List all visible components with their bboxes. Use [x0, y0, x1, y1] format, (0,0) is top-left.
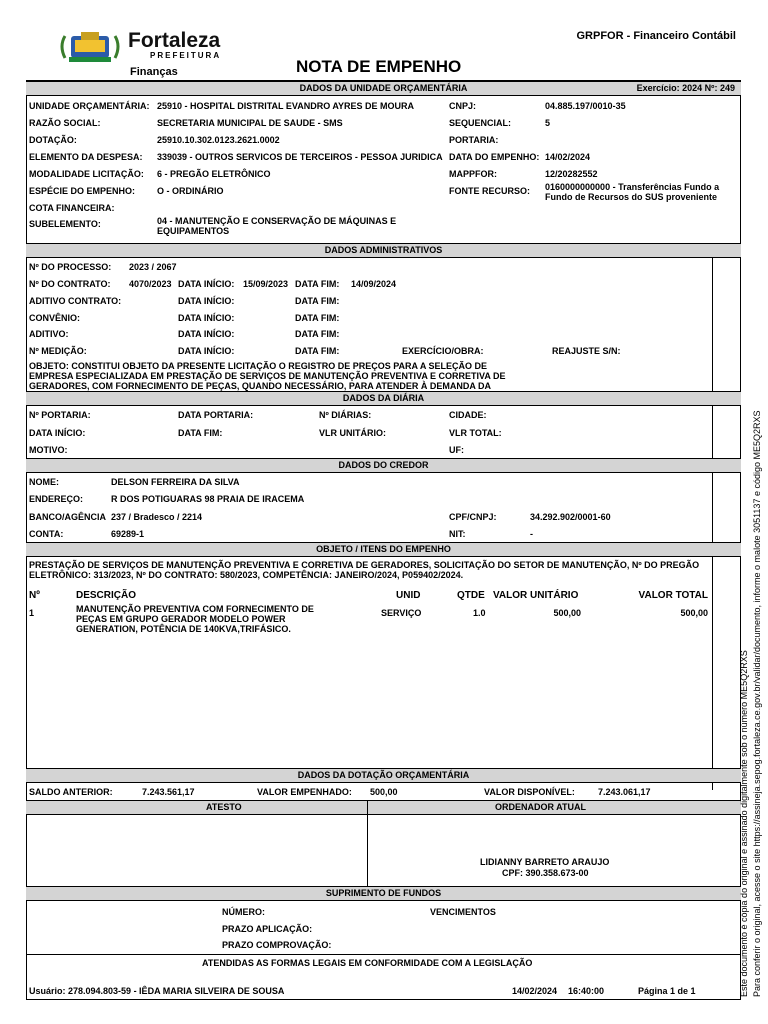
credor-banco-value: 237 / Bradesco / 2214: [111, 512, 203, 522]
aditivo-contrato-label: ADITIVO CONTRATO:: [29, 296, 122, 306]
reajuste-label: REAJUSTE S/N:: [552, 346, 621, 356]
dotacao-label: DOTAÇÃO:: [29, 135, 77, 145]
section-admin: DADOS ADMINISTRATIVOS: [26, 243, 741, 258]
empenhado-label: VALOR EMPENHADO:: [257, 787, 352, 797]
aditivo-fim-label: DATA FIM:: [295, 329, 340, 339]
footer-pagina: Página 1 de 1: [638, 986, 696, 996]
disponivel-label: VALOR DISPONÍVEL:: [484, 787, 575, 797]
contrato-inicio-label: DATA INÍCIO:: [178, 279, 235, 289]
admin-objeto: OBJETO: CONSTITUI OBJETO DA PRESENTE LICITAÇÃO O REGISTRO DE PREÇOS PARA A SELEÇÃO DE EMPRESA ESPECIALIZADA EM PRESTAÇÃO DE SERVIÇOS DE MANUTENÇÃO PREVENTIVA E CORRETIVA DE GERADORES, COM FORNECIMENTO DE PEÇAS, QUANDO NECESSÁRIO, PARA ATENDER À DEMANDA DA: [29, 361, 506, 391]
item-qtde: 1.0: [473, 608, 486, 618]
especie-label: ESPÉCIE DO EMPENHO:: [29, 186, 136, 196]
suprimento-vencimentos-label: VENCIMENTOS: [430, 907, 496, 917]
processo-value: 2023 / 2067: [129, 262, 177, 272]
unidade-value: 25910 - HOSPITAL DISTRITAL EVANDRO AYRES DE MOURA: [157, 101, 415, 111]
credor-nome-value: DELSON FERREIRA DA SILVA: [111, 477, 240, 487]
processo-label: Nº DO PROCESSO:: [29, 262, 112, 272]
saldo-value: 7.243.561,17: [142, 787, 195, 797]
section-diaria: DADOS DA DIÁRIA: [26, 391, 741, 406]
col-desc: DESCRIÇÃO: [76, 590, 137, 601]
mappfor-label: MAPPFOR:: [449, 169, 497, 179]
ordenador-nome: LIDIANNY BARRETO ARAUJO: [480, 857, 610, 867]
credor-banco-label: BANCO/AGÊNCIA: [29, 512, 107, 522]
city-seal: [55, 28, 125, 64]
col-vunit: VALOR UNITÁRIO: [493, 590, 579, 601]
seq-label: SEQUENCIAL:: [449, 118, 512, 128]
fonte-value: 0160000000000 - Transferências Fundo a Fundo de Recursos do SUS proveniente: [545, 182, 720, 202]
razao-value: SECRETARIA MUNICIPAL DE SAUDE - SMS: [157, 118, 343, 128]
item-unid: SERVIÇO: [381, 608, 422, 618]
disponivel-value: 7.243.061,17: [598, 787, 651, 797]
ordenador-cpf: CPF: 390.358.673-00: [502, 868, 589, 878]
objeto-text: PRESTAÇÃO DE SERVIÇOS DE MANUTENÇÃO PREVENTIVA E CORRETIVA DE GERADORES, SOLICITAÇÃO DO SETOR DE MANUTENÇÃO, Nº DO PREGÃO ELETRÔNICO: 313/2023, Nº DO CONTRATO: 580/2023, COMPETÊNCIA: JANEIRO/2024, P059402/2024.: [29, 560, 700, 580]
item-n: 1: [29, 608, 35, 618]
ordenador-label: ORDENADOR ATUAL: [495, 802, 586, 812]
col-qtde: QTDE: [457, 590, 485, 601]
section-atesto: [26, 800, 741, 815]
side-validation-line2: Para conferir o original, acesse o site https://assineja.sepog.fortaleza.ce.gov.br/validar/documento, informe o malote 3051137 e código ME5Q2RXS: [752, 410, 762, 997]
logo-dept: Finanças: [130, 66, 178, 78]
credor-nome-label: NOME:: [29, 477, 59, 487]
section-unidade: DADOS DA UNIDADE ORÇAMENTÁRIA Exercício: 2024 Nº: 249: [26, 81, 741, 96]
suprimento-prazo-comprovacao-label: PRAZO COMPROVAÇÃO:: [222, 940, 332, 950]
item-vtotal: 500,00: [680, 608, 708, 618]
cnpj-label: CNPJ:: [449, 101, 477, 111]
suprimento-numero-label: NÚMERO:: [222, 907, 265, 917]
diaria-cidade-label: CIDADE:: [449, 410, 487, 420]
contrato-label: Nº DO CONTRATO:: [29, 279, 111, 289]
unidade-label: UNIDADE ORÇAMENTÁRIA:: [29, 101, 150, 111]
contrato-value: 4070/2023: [129, 279, 172, 289]
razao-label: RAZÃO SOCIAL:: [29, 118, 101, 128]
diaria-diarias-label: Nº DIÁRIAS:: [319, 410, 372, 420]
side-validation-line1: Este documento é cópia do original e assinado digitalmente sob o número ME5Q2RXS: [739, 650, 749, 997]
atesto-label: ATESTO: [206, 802, 242, 812]
item-vunit: 500,00: [553, 608, 581, 618]
col-unid: UNID: [396, 590, 421, 601]
logo-title: Fortaleza: [128, 29, 221, 52]
seq-value: 5: [545, 118, 551, 128]
page-title: NOTA DE EMPENHO: [296, 57, 462, 76]
subelemento-label: SUBELEMENTO:: [29, 219, 101, 229]
exercicio: Exercício: 2024 Nº: 249: [636, 83, 735, 93]
contrato-inicio-value: 15/09/2023: [243, 279, 289, 289]
diaria-uf-label: UF:: [449, 445, 464, 455]
footer-rule: [26, 954, 741, 955]
credor-endereco-label: ENDEREÇO:: [29, 494, 84, 504]
suprimento-prazo-aplicacao-label: PRAZO APLICAÇÃO:: [222, 924, 313, 934]
diaria-inicio-label: DATA INÍCIO:: [29, 428, 86, 438]
elemento-label: ELEMENTO DA DESPESA:: [29, 152, 143, 162]
diaria-vlr-unit-label: VLR UNITÁRIO:: [319, 428, 386, 438]
credor-cpf-value: 34.292.902/0001-60: [530, 512, 611, 522]
item-desc: MANUTENÇÃO PREVENTIVA COM FORNECIMENTO DE PEÇAS EM GRUPO GERADOR MODELO POWER GENERATION, POTÊNCIA DE 140KVA,TRIFÁSICO.: [76, 604, 314, 634]
credor-conta-label: CONTA:: [29, 529, 64, 539]
aditivo-contrato-inicio-label: DATA INÍCIO:: [178, 296, 235, 306]
diaria-motivo-label: MOTIVO:: [29, 445, 68, 455]
medicao-label: Nº MEDIÇÃO:: [29, 346, 87, 356]
section-objeto: OBJETO / ITENS DO EMPENHO: [26, 542, 741, 557]
modalidade-value: 6 - PREGÃO ELETRÔNICO: [157, 169, 271, 179]
exercicio-obra-label: EXERCÍCIO/OBRA:: [402, 346, 484, 356]
diaria-vlr-total-label: VLR TOTAL:: [449, 428, 502, 438]
convenio-inicio-label: DATA INÍCIO:: [178, 313, 235, 323]
system-name: GRPFOR - Financeiro Contábil: [576, 30, 736, 42]
aditivo-contrato-fim-label: DATA FIM:: [295, 296, 340, 306]
modalidade-label: MODALIDADE LICITAÇÃO:: [29, 169, 144, 179]
cnpj-value: 04.885.197/0010-35: [545, 101, 626, 111]
section-suprimento: SUPRIMENTO DE FUNDOS: [26, 886, 741, 901]
mappfor-value: 12/20282552: [545, 169, 598, 179]
empenhado-value: 500,00: [370, 787, 398, 797]
credor-nit-value: -: [530, 529, 533, 539]
col-vtotal: VALOR TOTAL: [638, 590, 708, 601]
cota-label: COTA FINANCEIRA:: [29, 203, 115, 213]
credor-endereco-value: R DOS POTIGUARAS 98 PRAIA DE IRACEMA: [111, 494, 305, 504]
section-dotacao: DADOS DA DOTAÇÃO ORÇAMENTÁRIA: [26, 768, 741, 783]
contrato-fim-label: DATA FIM:: [295, 279, 340, 289]
portaria-label: PORTARIA:: [449, 135, 499, 145]
data-empenho-value: 14/02/2024: [545, 152, 591, 162]
data-empenho-label: DATA DO EMPENHO:: [449, 152, 540, 162]
aditivo-label: ADITIVO:: [29, 329, 69, 339]
diaria-data-portaria-label: DATA PORTARIA:: [178, 410, 254, 420]
fonte-label: FONTE RECURSO:: [449, 186, 530, 196]
legal-notice: ATENDIDAS AS FORMAS LEGAIS EM CONFORMIDADE COM A LEGISLAÇÃO: [202, 958, 533, 968]
diaria-fim-label: DATA FIM:: [178, 428, 223, 438]
especie-value: O - ORDINÁRIO: [157, 186, 224, 196]
footer-data: 14/02/2024: [512, 986, 558, 996]
col-n: Nº: [29, 590, 40, 601]
atesto-divider: [367, 800, 368, 886]
diaria-portaria-label: Nº PORTARIA:: [29, 410, 91, 420]
saldo-label: SALDO ANTERIOR:: [29, 787, 113, 797]
logo-subtitle: PREFEITURA: [150, 51, 222, 60]
section-credor: DADOS DO CREDOR: [26, 458, 741, 473]
medicao-inicio-label: DATA INÍCIO:: [178, 346, 235, 356]
footer-usuario: Usuário: 278.094.803-59 - IÊDA MARIA SILVEIRA DE SOUSA: [29, 986, 285, 996]
elemento-value: 339039 - OUTROS SERVICOS DE TERCEIROS - PESSOA JURIDICA: [157, 152, 443, 162]
dotacao-value: 25910.10.302.0123.2621.0002: [157, 135, 280, 145]
medicao-fim-label: DATA FIM:: [295, 346, 340, 356]
convenio-label: CONVÊNIO:: [29, 313, 81, 323]
aditivo-inicio-label: DATA INÍCIO:: [178, 329, 235, 339]
credor-cpf-label: CPF/CNPJ:: [449, 512, 497, 522]
credor-conta-value: 69289-1: [111, 529, 145, 539]
footer-hora: 16:40:00: [568, 986, 605, 996]
convenio-fim-label: DATA FIM:: [295, 313, 340, 323]
credor-nit-label: NIT:: [449, 529, 466, 539]
subelemento-value: 04 - MANUTENÇÃO E CONSERVAÇÃO DE MÁQUINAS E EQUIPAMENTOS: [157, 216, 397, 236]
admin-right-rule: [712, 258, 713, 790]
contrato-fim-value: 14/09/2024: [351, 279, 397, 289]
